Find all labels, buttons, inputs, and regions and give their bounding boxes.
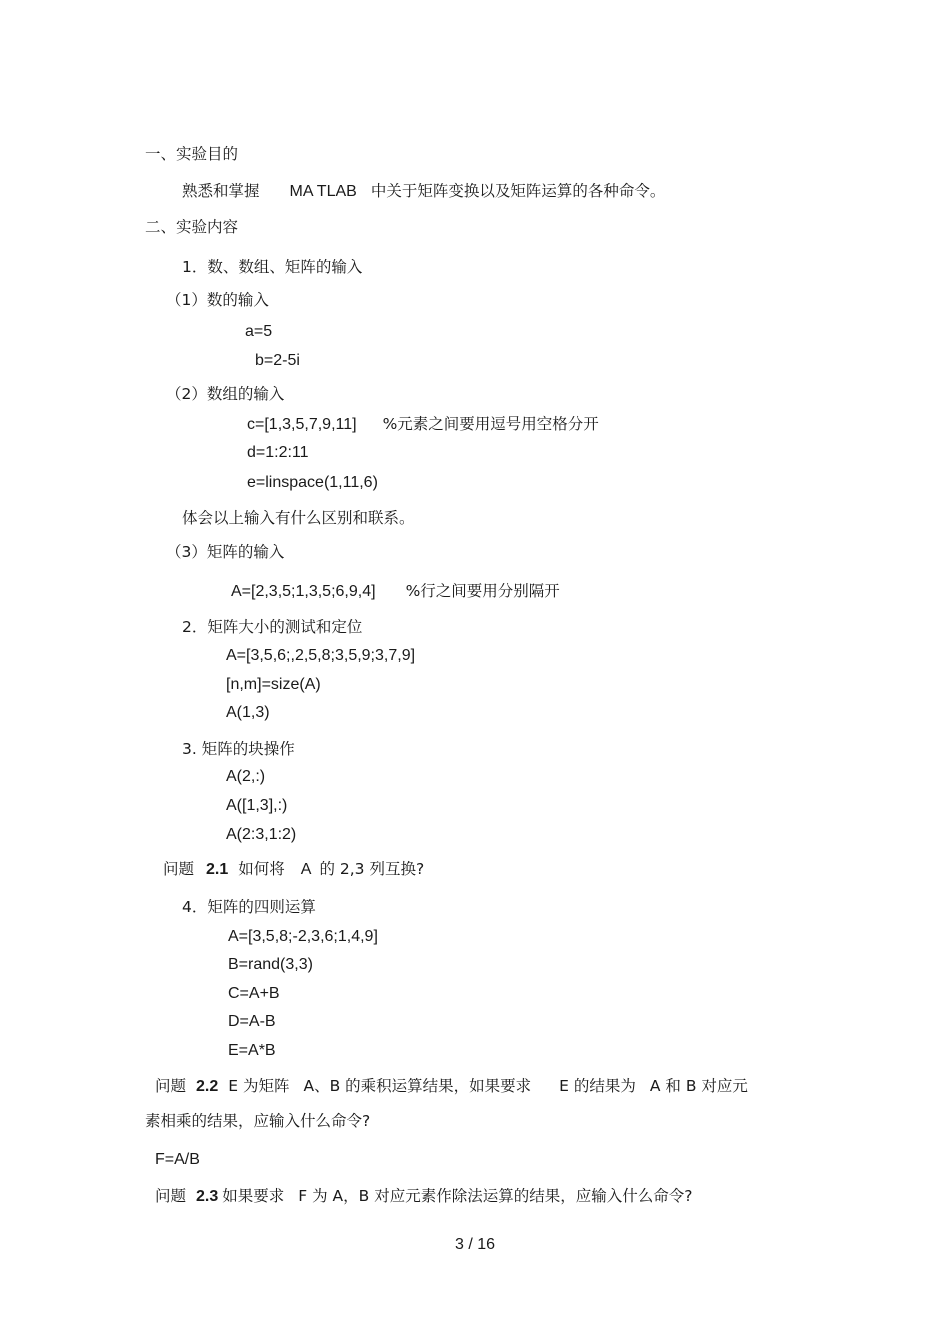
- item1-sub1-heading: （1）数的输入: [166, 291, 269, 309]
- item3-heading: 3. 矩阵的块操作: [182, 740, 295, 758]
- code-line: d=1:2:11: [247, 444, 309, 461]
- question-text-b: F 为 A，B 对应元素作除法运算的结果，应输入什么命令?: [298, 1187, 693, 1205]
- section-heading-content: 二、实验内容: [145, 218, 239, 236]
- item1-sub2-heading: （2）数组的输入: [166, 385, 285, 403]
- purpose-text-a: 熟悉和掌握: [182, 182, 260, 200]
- code-line: A=[3,5,8;-2,3,6;1,4,9]: [228, 928, 378, 945]
- code-line-with-comment: [247, 414, 599, 435]
- purpose-text-b: 中关于矩阵变换以及矩阵运算的各种命令。: [370, 182, 666, 200]
- question-text-a: 如果要求: [222, 1187, 285, 1205]
- code-line: D=A-B: [228, 1013, 276, 1030]
- question-prefix: 问题: [155, 1187, 187, 1205]
- reflection-text: 体会以上输入有什么区别和联系。: [182, 509, 415, 527]
- question-text-b: A、B 的乘积运算结果，如果要求: [303, 1077, 532, 1095]
- code-line: A(2,:): [226, 768, 266, 785]
- answer-code: F=A/B: [155, 1151, 200, 1168]
- question-number: 2.2: [196, 1078, 219, 1095]
- code-text: A=[2,3,5;1,3,5;6,9,4]: [231, 583, 376, 600]
- question-text-b: 的 2,3 列互换?: [319, 860, 425, 878]
- question-letter: A: [300, 861, 312, 878]
- question-prefix: 问题: [163, 860, 195, 878]
- code-comment: %行之间要用分别隔开: [405, 582, 560, 600]
- code-line: B=rand(3,3): [228, 956, 313, 973]
- code-line: e=linspace(1,11,6): [247, 474, 378, 491]
- code-line: a=5: [245, 323, 273, 340]
- code-text: c=[1,3,5,7,9,11]: [247, 416, 357, 433]
- question-text-d: A 和 B 对应元: [649, 1077, 748, 1095]
- question-text-c: E 的结果为: [559, 1077, 636, 1095]
- code-line-with-comment: [231, 581, 560, 602]
- item1-sub3-heading: （3）矩阵的输入: [166, 543, 285, 561]
- question-number: 2.1: [206, 861, 229, 878]
- question-number: 2.3: [196, 1188, 219, 1205]
- code-line: [n,m]=size(A): [226, 676, 321, 693]
- purpose-paragraph: [182, 181, 665, 202]
- code-line: A(2:3,1:2): [226, 826, 297, 843]
- code-comment: %元素之间要用逗号用空格分开: [382, 415, 599, 433]
- question-2-2-line1: [155, 1076, 748, 1097]
- section-heading-purpose: 一、实验目的: [145, 145, 239, 163]
- item2-heading: 2．矩阵大小的测试和定位: [182, 618, 363, 636]
- code-line: A(1,3): [226, 704, 270, 721]
- question-2-2-line2: 素相乘的结果，应输入什么命令?: [145, 1112, 371, 1130]
- question-prefix: 问题: [155, 1077, 187, 1095]
- matlab-word: MA TLAB: [289, 183, 357, 200]
- page-number: 3 / 16: [454, 1236, 496, 1253]
- code-line: A([1,3],:): [226, 797, 288, 814]
- code-line: b=2-5i: [255, 352, 300, 369]
- code-line: C=A+B: [228, 985, 280, 1002]
- code-line: E=A*B: [228, 1042, 276, 1059]
- question-2-1: [163, 859, 424, 880]
- code-line: A=[3,5,6;,2,5,8;3,5,9;3,7,9]: [226, 647, 416, 664]
- question-2-3: [155, 1186, 692, 1207]
- question-text-a: E 为矩阵: [228, 1077, 290, 1095]
- item1-heading: 1．数、数组、矩阵的输入: [182, 258, 363, 276]
- item4-heading: 4．矩阵的四则运算: [182, 898, 316, 916]
- question-text-a: 如何将: [238, 860, 285, 878]
